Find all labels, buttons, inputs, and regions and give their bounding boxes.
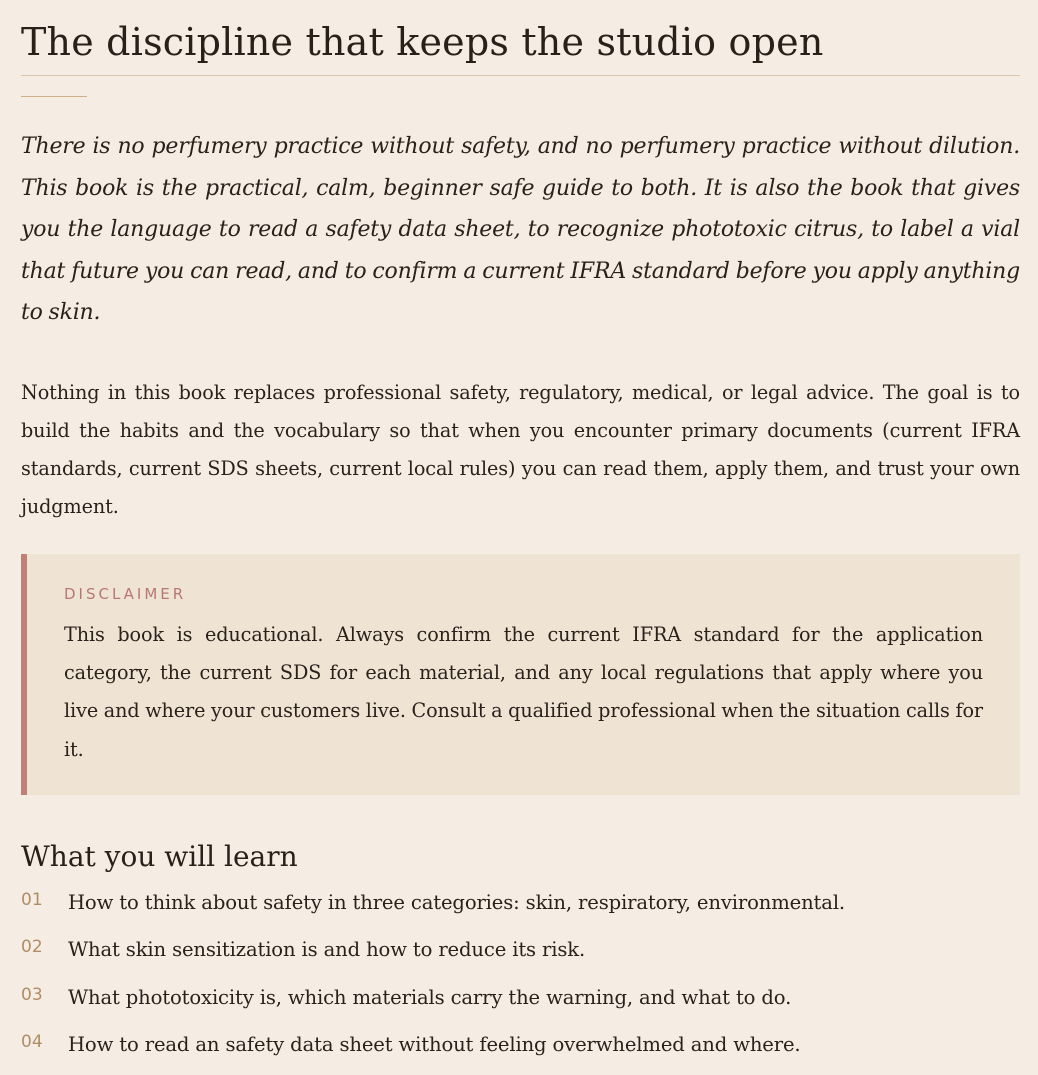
learn-heading: What you will learn [21, 839, 298, 873]
list-item-number: 03 [21, 984, 43, 1005]
page [21, 0, 1020, 1075]
list-item [21, 932, 1020, 980]
intro-body: Nothing in this book replaces professional safety, regulatory, medical, or legal advice. The goal is to build the habits and the vocabulary so that when you encounter primary documents (current IFRA standards, current SDS sheets, current local rules) you can read them, apply them, and trust your own judgment. [21, 380, 1020, 519]
list-item-text: What skin sensitization is and how to reduce its risk. [68, 938, 586, 962]
page-title: The discipline that keeps the studio open [21, 20, 824, 64]
list-item-text: How to read an safety data sheet without feeling overwhelmed and where. [68, 1033, 801, 1057]
list-item-text: What phototoxicity is, which materials carry the warning, and what to do. [68, 985, 792, 1009]
list-item-text: How to think about safety in three categories: skin, respiratory, environmental. [68, 890, 846, 914]
disclaimer-callout [21, 554, 1020, 795]
intro-lede: There is no perfumery practice without safety, and no perfumery practice without dilution. This book is the practical, calm, beginner safe guide to both. It is also the book that gives you the language to read a safety data sheet, to recognize phototoxic citrus, to label a vial that future you can read, and to confirm a current IFRA standard before you apply anything to skin. [21, 134, 1020, 325]
disclaimer-label: DISCLAIMER [64, 584, 187, 603]
list-item [21, 885, 1020, 933]
list-item-number: 01 [21, 889, 43, 910]
list-item [21, 1027, 1020, 1075]
disclaimer-text: This book is educational. Always confirm the current IFRA standard for the application category, the current SDS for each material, and any local regulations that apply where you live and where your customers live. Consult a qualified professional when the situation calls for it. [64, 622, 983, 761]
learn-list [21, 885, 1020, 1075]
accent-divider [21, 96, 87, 97]
list-item-number: 04 [21, 1032, 43, 1053]
list-item [21, 980, 1020, 1028]
list-item-number: 02 [21, 937, 43, 958]
title-divider [21, 75, 1020, 76]
